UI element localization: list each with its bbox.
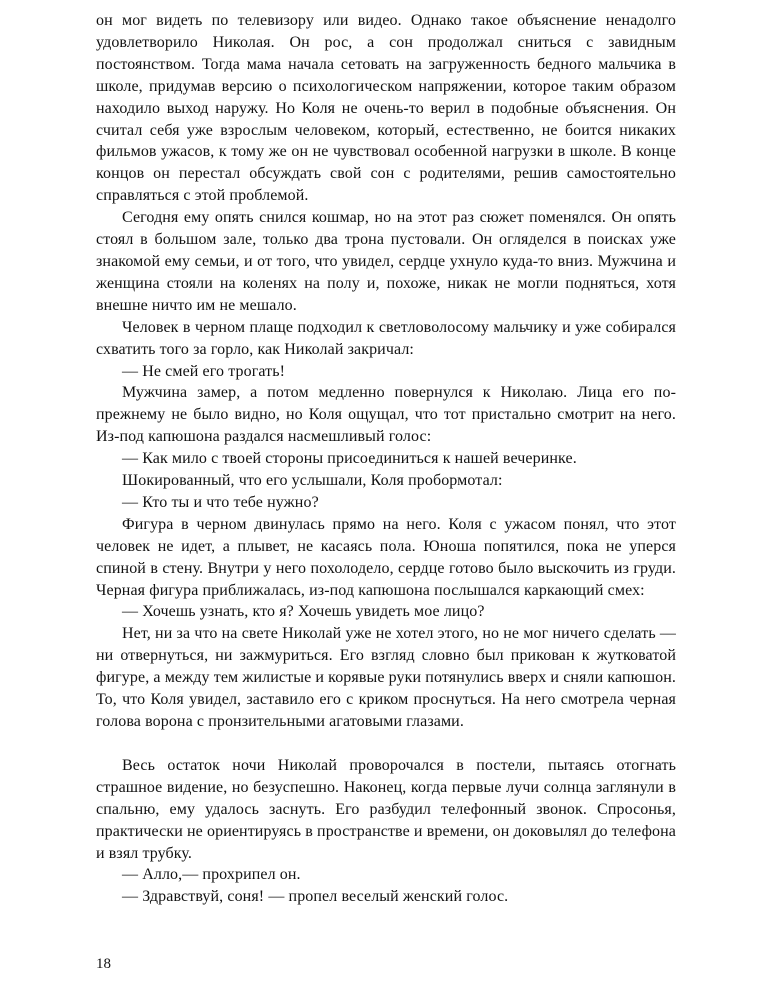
paragraph-4: Мужчина замер, а потом медленно повернулся к Николаю. Лица его по-прежнему не было видно, но Коля ощущал, что тот пристально смотрит на него. Из-под капюшона раздался насмешливый голос: bbox=[96, 384, 676, 446]
page-text bbox=[96, 10, 676, 908]
dialogue-line-4: — Хочешь узнать, кто я? Хочешь увидеть мое лицо? bbox=[122, 603, 485, 621]
dialogue-line-6: — Здравствуй, соня! — пропел веселый женский голос. bbox=[122, 888, 509, 906]
paragraph-1: он мог видеть по телевизору или видео. Однако такое объяснение ненадолго удовлетворило Николая. Он рос, а сон продолжал сниться с завидным постоянством. Тогда мама начала сетовать на загруженность бедного мальчика в школе, придумав версию о психологическом напряжении, которое таким образом находило выход наружу. Но Коля не очень-то верил в подобные объяснения. Он считал себя уже взрослым человеком, который, естественно, не боится никаких фильмов ужасов, к тому же он не чувствовал особенной нагрузки в школе. В конце концов он перестал обсуждать свой сон с родителями, решив самостоятельно справляться с этой проблемой. bbox=[96, 12, 676, 205]
paragraph-5: Шокированный, что его услышали, Коля пробормотал: bbox=[122, 472, 503, 490]
page-number: 18 bbox=[96, 956, 111, 972]
paragraph-8: Весь остаток ночи Николай проворочался в постели, пытаясь отогнать страшное видение, но безуспешно. Наконец, когда первые лучи солнца заглянули в спальню, ему удалось заснуть. Его разбудил телефонный звонок. Спросонья, практически не ориентируясь в пространстве и времени, он доковылял до телефона и взял трубку. bbox=[96, 756, 676, 862]
paragraph-3: Человек в черном плаще подходил к светловолосому мальчику и уже собирался схватить того за горло, как Николай закричал: bbox=[96, 318, 676, 358]
section-break bbox=[96, 733, 676, 755]
paragraph-2: Сегодня ему опять снился кошмар, но на этот раз сюжет поменялся. Он опять стоял в большом зале, только два трона пустовали. Он огляделся в поисках уже знакомой ему семьи, и от того, что увидел, сердце ухнуло куда-то вниз. Мужчина и женщина стояли на коленях на полу и, похоже, никак не могли подняться, хотя внешне ничто им не мешало. bbox=[96, 209, 676, 314]
paragraph-7: Нет, ни за что на свете Николай уже не хотел этого, но не мог ничего сделать — ни отвернуться, ни зажмуриться. Его взгляд словно был прикован к жутковатой фигуре, а между тем жилистые и корявые руки потянулись вверх и сняли капюшон. То, что Коля увидел, заставило его с криком проснуться. На него смотрела черная голова ворона с пронзительными агатовыми глазами. bbox=[96, 625, 676, 730]
dialogue-line-2: — Как мило с твоей стороны присоединиться к нашей вечеринке. bbox=[122, 450, 577, 468]
paragraph-6: Фигура в черном двинулась прямо на него. Коля с ужасом понял, что этот человек не идет, а плывет, не касаясь пола. Юноша попятился, пока не уперся спиной в стену. Внутри у него похолодело, сердце готово было выскочить из груди. Черная фигура приближалась, из-под капюшона послышался каркающий смех: bbox=[96, 515, 676, 599]
dialogue-line-1: — Не смей его трогать! bbox=[122, 362, 286, 380]
dialogue-line-5: — Алло,— прохрипел он. bbox=[122, 866, 301, 884]
dialogue-line-3: — Кто ты и что тебе нужно? bbox=[122, 493, 319, 511]
